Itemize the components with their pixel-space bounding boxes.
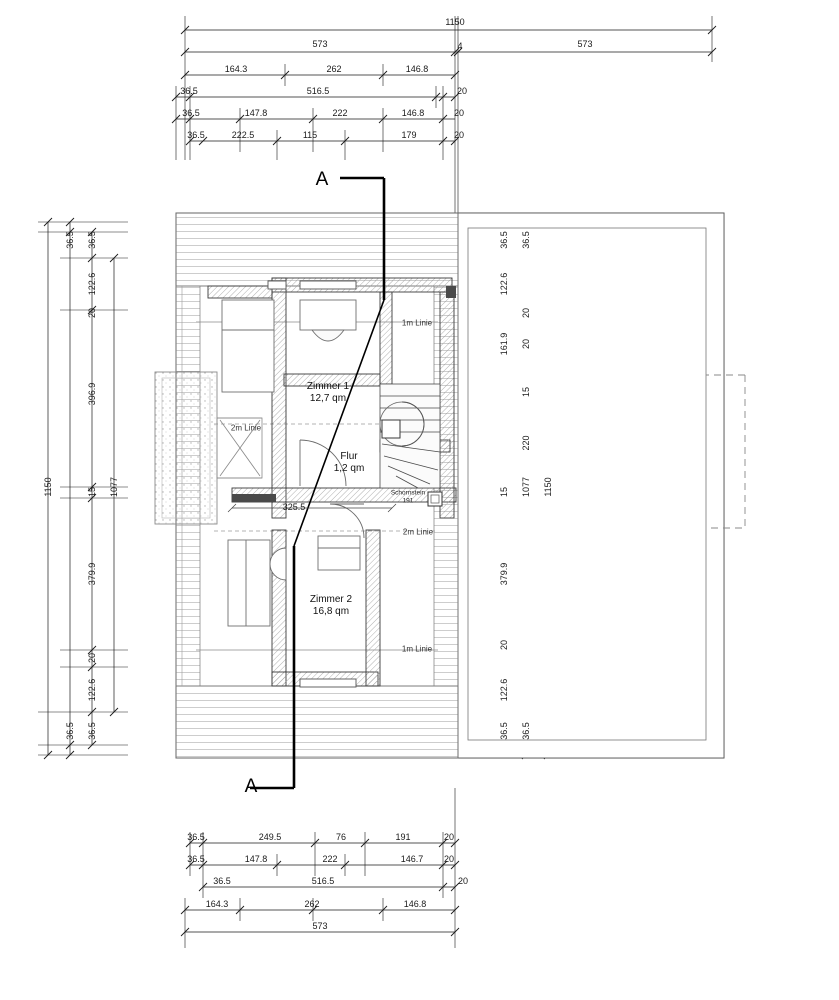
dim-left-36-5-c: 36.5	[87, 722, 97, 740]
dim-bot-36-5-c: 36.5	[213, 876, 231, 886]
dim-right-122-6-b: 122.6	[499, 678, 509, 702]
dim-bot-20-c: 20	[457, 876, 469, 886]
dim-top-20-b: 20	[453, 108, 465, 118]
dim-right-15-a: 15	[521, 386, 531, 398]
dim-bot-516-5: 516.5	[311, 876, 335, 886]
dim-right-122-6-a: 122.6	[499, 272, 509, 296]
dim-left-36-5-d: 36.5	[65, 722, 75, 740]
dim-bot-146-7: 146.7	[400, 854, 424, 864]
room-name-zimmer-2: Zimmer 2	[309, 594, 353, 605]
room-label-zimmer-1	[307, 381, 349, 405]
room-area-zimmer-1: 12,7 qm	[309, 393, 347, 404]
dim-top-36-5-c: 36.5	[187, 130, 205, 140]
dim-right-15-b: 15	[499, 486, 509, 498]
dim-left-396-9: 396.9	[87, 382, 97, 406]
dim-left-379-9: 379.9	[87, 562, 97, 586]
chimney-label	[391, 490, 425, 505]
dim-top-222-5: 222.5	[231, 130, 255, 140]
dim-right-161-9: 161.9	[499, 332, 509, 356]
chimney-value: 191	[402, 497, 414, 504]
dim-bot-262: 262	[304, 899, 320, 909]
dim-top-262: 262	[326, 64, 342, 74]
dim-left-36-5-b: 36.5	[87, 231, 97, 249]
dim-right-36-5-d: 36.5	[521, 722, 531, 740]
dim-right-20-a: 20	[521, 307, 531, 319]
dim-bot-164-3: 164.3	[205, 899, 229, 909]
dim-left-1150: 1150	[43, 477, 53, 497]
dim-top-164-3: 164.3	[224, 64, 248, 74]
dim-left-20-a: 20	[87, 307, 97, 319]
annotation-2m-linie-right: 2m Linie	[402, 527, 434, 537]
dim-top-147-8: 147.8	[244, 108, 268, 118]
dim-bot-20-a: 20	[443, 832, 455, 842]
section-mark-a-top: A	[315, 169, 329, 190]
dim-top-1150: 1150	[445, 17, 465, 27]
dim-top-222: 222	[332, 108, 348, 118]
room-name-flur: Flur	[340, 451, 358, 462]
dim-left-36-5-a: 36.5	[65, 231, 75, 249]
section-mark-a-bottom: A	[244, 776, 258, 797]
dim-bot-222: 222	[322, 854, 338, 864]
dim-right-1077: 1077	[521, 476, 531, 498]
dim-bot-249-5: 249.5	[258, 832, 282, 842]
dim-bot-147-8: 147.8	[244, 854, 268, 864]
dim-top-36-5-b: 36.5	[182, 108, 200, 118]
dim-bot-36-5-b: 36.5	[187, 854, 205, 864]
dim-top-36-5-a: 36.5	[180, 86, 198, 96]
room-name-zimmer-1: Zimmer 1	[306, 381, 350, 392]
dim-bot-36-5-a: 36.5	[187, 832, 205, 842]
dim-top-146-8-b: 146.8	[401, 108, 425, 118]
dim-top-20-a: 20	[456, 86, 468, 96]
dim-left-20-b: 20	[87, 652, 97, 664]
dim-top-516-5-a: 516.5	[306, 86, 330, 96]
chimney-name: Schornstein	[390, 489, 426, 497]
room-area-zimmer-2: 16,8 qm	[312, 606, 350, 617]
dim-right-36-5-b: 36.5	[521, 231, 531, 249]
dim-top-20-c: 20	[453, 130, 465, 140]
dim-right-20-b: 20	[521, 338, 531, 350]
dim-top-179: 179	[401, 130, 417, 140]
dim-left-122-6-a: 122.6	[87, 272, 97, 296]
dim-right-36-5-c: 36.5	[499, 722, 509, 740]
dim-right-1150: 1150	[543, 477, 553, 497]
dim-bot-573: 573	[312, 921, 328, 931]
room-label-zimmer-2	[310, 594, 352, 618]
dim-bot-191: 191	[395, 832, 411, 842]
annotation-1m-linie-top: 1m Linie	[401, 318, 433, 328]
dim-left-1077: 1077	[109, 476, 119, 498]
dim-left-15: 15	[87, 486, 97, 498]
room-label-flur	[334, 451, 365, 475]
dim-right-36-5-a: 36.5	[499, 231, 509, 249]
dim-right-379-9: 379.9	[499, 562, 509, 586]
dim-right-20-c: 20	[499, 639, 509, 651]
dim-left-122-6-b: 122.6	[87, 678, 97, 702]
room-area-flur: 1,2 qm	[333, 463, 365, 474]
dim-right-220: 220	[521, 435, 531, 451]
dim-top-115: 115	[302, 130, 318, 140]
annotation-1m-linie-bottom: 1m Linie	[401, 644, 433, 654]
dim-top-146-8: 146.8	[405, 64, 429, 74]
dim-bot-20-b: 20	[443, 854, 455, 864]
dim-bot-146-8: 146.8	[403, 899, 427, 909]
dim-inner-325-5: 325.5	[282, 502, 306, 512]
dim-top-573-left: 573	[312, 39, 328, 49]
dim-top-573-right: 573	[577, 39, 593, 49]
dim-top-4: 4	[457, 41, 463, 51]
annotation-2m-linie-left: 2m Linie	[230, 423, 262, 433]
dim-bot-76: 76	[335, 832, 347, 842]
